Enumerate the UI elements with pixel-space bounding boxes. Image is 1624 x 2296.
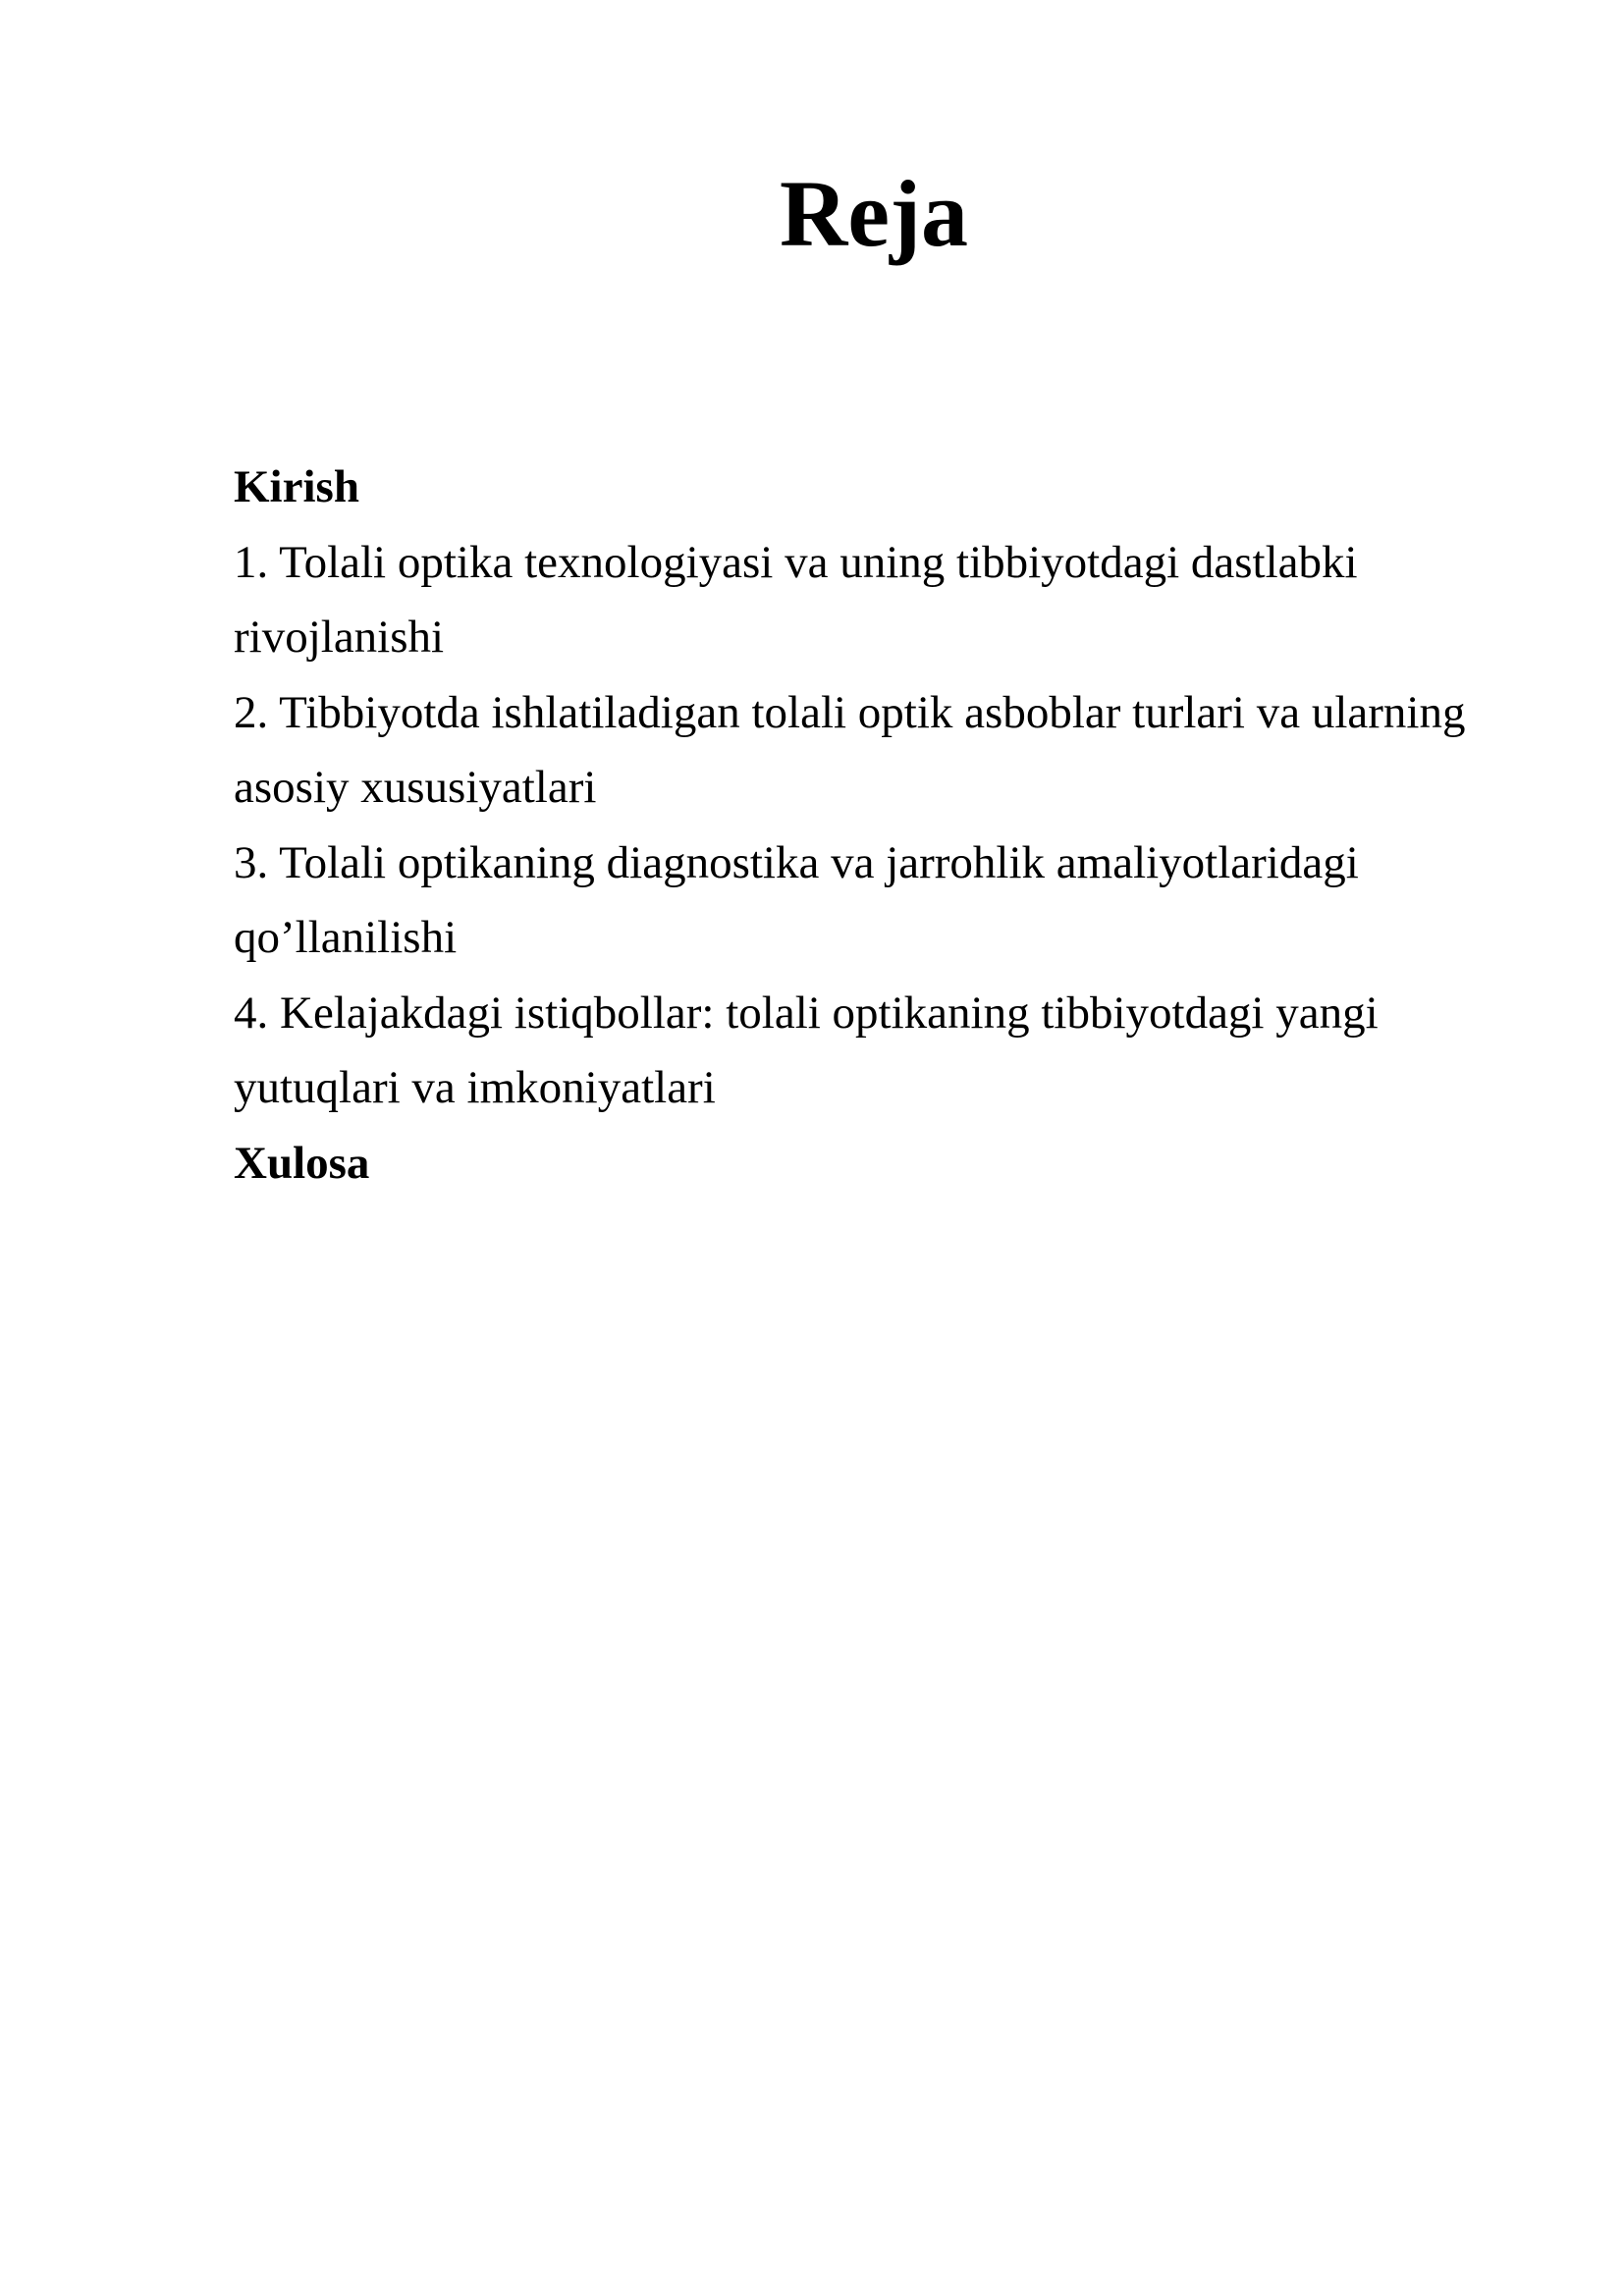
page-title: Reja (780, 161, 968, 266)
plan-item-1-line-1: 1. Tolali optika texnologiyasi va uning tibbiyotdagi dastlabki (234, 536, 1358, 588)
plan-item-4 (234, 976, 1510, 1126)
plan-item-3-line-2: qo’llanilishi (234, 912, 458, 963)
plan-item-4-line-1: 4. Kelajakdagi istiqbollar: tolali optikaning tibbiyotdagi yangi (234, 987, 1379, 1039)
plan-item-1 (234, 525, 1510, 675)
plan-item-3-line-1: 3. Tolali optikaning diagnostika va jarrohlik amaliyotlaridagi (234, 836, 1359, 888)
plan-item-1-line-2: rivojlanishi (234, 612, 445, 663)
conclusion-heading: Xulosa (234, 1137, 370, 1189)
plan-item-4-line-2: yutuqlari va imkoniyatlari (234, 1062, 716, 1113)
plan-item-2-line-2: asosiy xususiyatlari (234, 762, 597, 813)
intro-heading: Kirish (234, 461, 359, 512)
plan-item-3 (234, 826, 1510, 976)
plan-list (234, 450, 1510, 1201)
plan-item-2-line-1: 2. Tibbiyotda ishlatiladigan tolali optik asboblar turlari va ularning (234, 686, 1466, 738)
plan-item-2 (234, 675, 1510, 826)
